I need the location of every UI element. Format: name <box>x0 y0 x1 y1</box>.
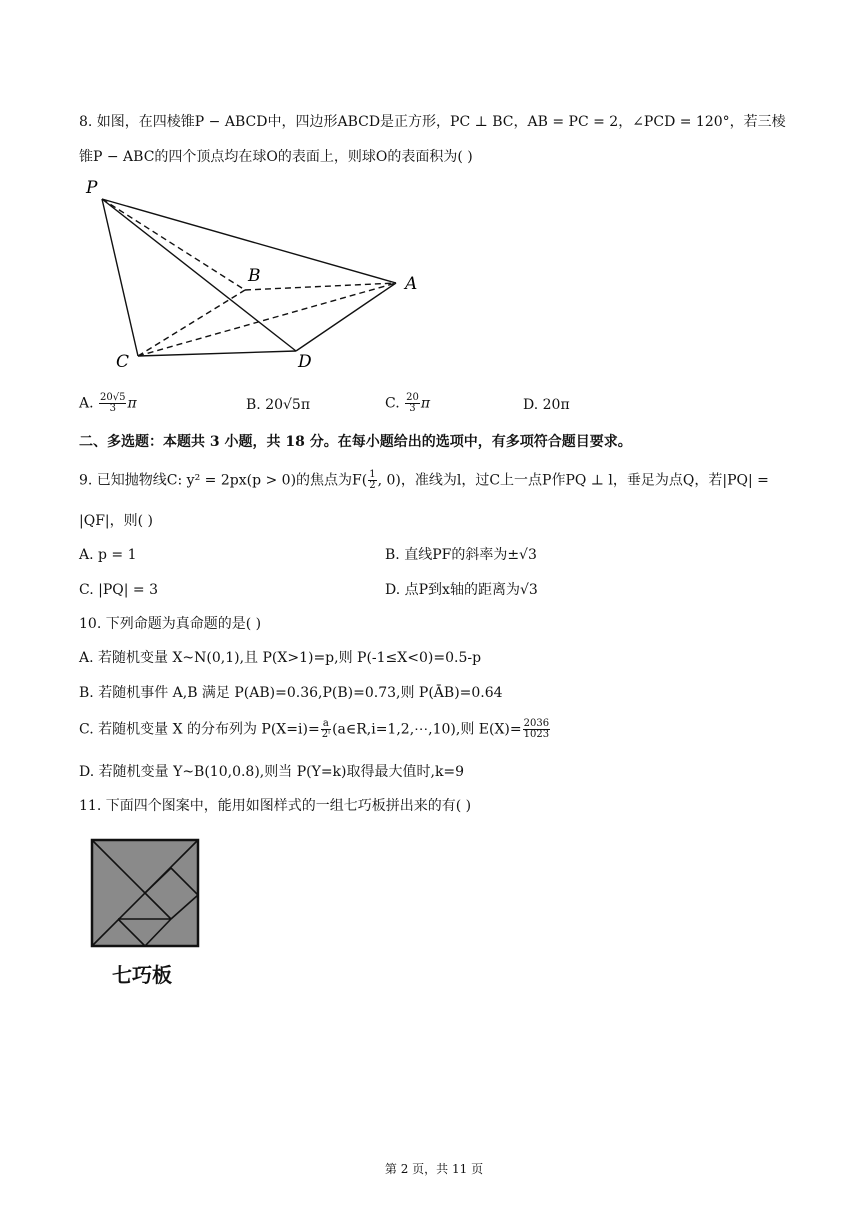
q8-stem-line1: 8. 如图，在四棱锥P − ABCD中，四边形ABCD是正方形，PC ⊥ BC，AB = PC = 2，∠PCD = 120°，若三棱 <box>79 114 786 130</box>
q11-stem: 11. 下面四个图案中，能用如图样式的一组七巧板拼出来的有( ) <box>79 798 472 814</box>
label-a: A <box>405 274 418 294</box>
section-multi-choice-header: 二、多选题：本题共 3 小题，共 18 分。在每小题给出的选项中，有多项符合题目要求。 <box>79 434 632 450</box>
q10-option-d: D. 若随机变量 Y~B(10,0.8),则当 P(Y=k)取得最大值时,k=9 <box>79 764 465 780</box>
tangram-figure <box>90 838 202 950</box>
label-p: P <box>86 178 98 198</box>
q9-option-b: B. 直线PF的斜率为±√3 <box>385 547 537 563</box>
q10-option-b: B. 若随机事件 A,B 满足 P(AB)=0.36,P(B)=0.73,则 P(ĀB)=0.64 <box>79 685 503 701</box>
q10-option-a: A. 若随机变量 X~N(0,1),且 P(X>1)=p,则 P(-1≤X<0)=0.5-p <box>79 650 482 666</box>
page-footer: 第 2 页，共 11 页 <box>384 1162 484 1176</box>
label-d: D <box>298 352 312 372</box>
q8-option-a: A. $\frac{20√5}{3}$ π <box>79 392 137 414</box>
label-b: B <box>248 266 261 286</box>
q8-option-d: D. 20π <box>523 397 570 413</box>
label-c: C <box>116 352 130 372</box>
q8-option-b: B. 20√5π <box>246 397 311 413</box>
q8-stem-line2: 锥P − ABC的四个顶点均在球O的表面上，则球O的表面积为( ) <box>79 149 473 165</box>
q9-option-a: A. p = 1 <box>79 547 137 563</box>
tangram-caption: 七巧板 <box>112 963 172 987</box>
q10-option-c: C. 若随机变量 X 的分布列为 P(X=i)= $\frac{a}{\text{2ⁱ}}$ (a∈R,i=1,2,⋯,10),则 E(X)= $\frac{2036}{1023}$ <box>79 718 550 740</box>
q10-stem: 10. 下列命题为真命题的是( ) <box>79 616 262 632</box>
q9-stem-line1: 9. 已知抛物线C: y² = 2px(p > 0)的焦点为F( $\frac{1}{2}$ , 0)，准线为l，过C上一点P作PQ ⊥ l，垂足为点Q，若|PQ| = <box>79 469 769 491</box>
pyramid-figure <box>80 175 440 375</box>
q9-option-d: D. 点P到x轴的距离为√3 <box>385 582 538 598</box>
q8-option-c: C. $\frac{20}{3}$ π <box>385 392 431 414</box>
q9-option-c: C. |PQ| = 3 <box>79 582 158 598</box>
q9-stem-line2: |QF|，则( ) <box>79 513 153 529</box>
